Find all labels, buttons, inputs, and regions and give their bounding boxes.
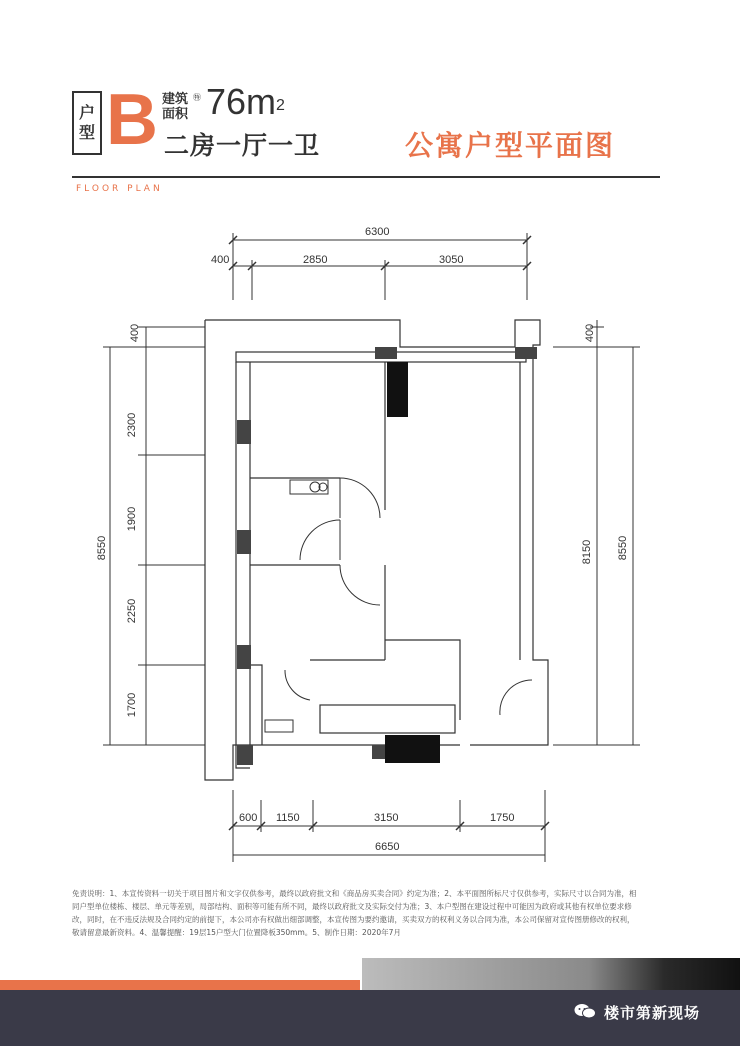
area-label: 建筑面积 <box>162 92 189 122</box>
unit-type-char-1: 户 <box>78 103 95 122</box>
watermark-text: 楼市第新现场 <box>604 1004 701 1022</box>
dim-bottom-total: 6650 <box>375 841 400 853</box>
disclaimer-line-3: 改，同时，在不违反法规及合同约定的前提下，本公司亦有权做出细部调整，本宣传图为要约邀请，买卖双方的权利义务以合同为准，本公司保留对宣传图册修改的权利， <box>72 915 635 924</box>
dim-top-seg-1: 400 <box>211 254 230 266</box>
plan-title: 公寓户型平面图 <box>405 129 616 162</box>
disclaimer <box>72 887 662 939</box>
dim-bottom-seg-3: 3150 <box>374 812 399 824</box>
dim-left-seg-5: 1700 <box>126 692 139 718</box>
dim-left-seg-3: 1900 <box>126 506 139 532</box>
area-sup: 2 <box>276 97 285 114</box>
dim-left-seg-1: 400 <box>129 323 142 343</box>
dim-left-seg-2: 2300 <box>126 412 139 438</box>
dim-bottom-seg-2: 1150 <box>276 812 300 824</box>
dim-bottom-seg-1: 600 <box>239 812 258 824</box>
dim-top-total: 6300 <box>365 226 390 238</box>
wechat-icon <box>574 1003 596 1019</box>
dim-left-total: 8550 <box>96 535 109 561</box>
area-marker: ㊕ <box>193 93 201 102</box>
unit-type-char-2: 型 <box>78 123 95 142</box>
dim-top-seg-2: 2850 <box>303 254 328 266</box>
dim-left-seg-4: 2250 <box>126 598 139 624</box>
dim-right-outer: 8550 <box>617 535 630 561</box>
room-layout: 二房一厅一卫 <box>164 131 321 160</box>
disclaimer-line-2: 同户型单位楼栋、楼层、单元等差别，局部结构、面积等可能有所不同，最终以政府批文及实际交付为准；3、本户型图在建设过程中可能因为政府或其他有权单位要求修 <box>72 902 632 911</box>
bottom-gradient-band <box>362 958 740 990</box>
dim-bottom-seg-4: 1750 <box>490 812 515 824</box>
disclaimer-line-1: 免责说明：1、本宣传资料一切关于项目图片和文字仅供参考，最终以政府批文和《商品房买卖合同》约定为准；2、本平面图所标尺寸仅供参考，实际尺寸以合同为准，相 <box>72 889 637 898</box>
unit-letter: B <box>106 80 158 160</box>
dim-right-top: 400 <box>584 323 597 343</box>
dim-top-seg-3: 3050 <box>439 254 464 266</box>
dim-right-inner: 8150 <box>581 539 594 565</box>
disclaimer-line-4: 敬请留意最新资料。4、温馨提醒：19层15户型大门位置降板350mm。5、制作日期：2020年7月 <box>72 928 401 937</box>
area-value: $76m^2$ <box>206 81 285 122</box>
bottom-orange-band <box>0 980 360 990</box>
floor-plan-caption: FLOOR PLAN <box>76 184 163 194</box>
